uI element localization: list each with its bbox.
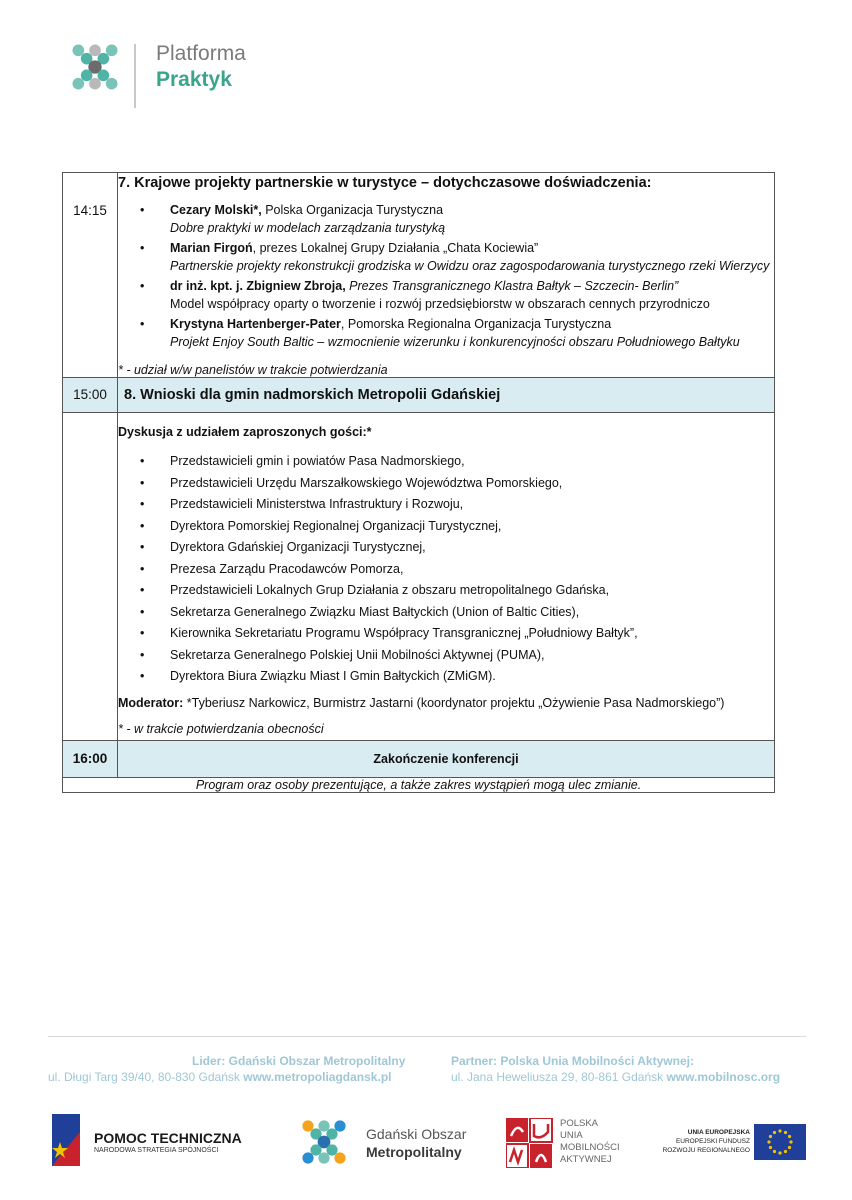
bullet-icon: • — [140, 604, 145, 619]
session7-row — [63, 173, 775, 378]
session8-body-row — [63, 413, 775, 741]
bullet-icon: • — [140, 626, 145, 640]
brand-line2: Praktyk — [156, 68, 232, 91]
guest-item — [118, 451, 774, 473]
puma-logo — [506, 1118, 636, 1172]
header-divider — [134, 44, 136, 108]
guest-item — [118, 559, 774, 581]
speaker-role: , Pomorska Regionalna Organizacja Turystyczna — [340, 317, 612, 331]
pt-title: POMOC TECHNICZNA — [94, 1130, 242, 1146]
cross-dots-logo-icon — [70, 42, 120, 92]
guest-item — [118, 516, 774, 538]
bullet-icon: • — [140, 561, 145, 576]
speaker-name: Cezary Molski*, — [170, 203, 262, 217]
moderator-line — [118, 696, 774, 710]
guest-item — [118, 602, 774, 624]
puma-line: POLSKA — [560, 1118, 599, 1129]
speaker-item — [118, 201, 774, 237]
closing-time: 16:00 — [63, 740, 118, 777]
cross-dots-logo-icon — [300, 1118, 348, 1166]
bullet-icon: • — [140, 279, 145, 293]
puma-line: UNIA — [560, 1130, 583, 1141]
session8-time: 15:00 — [63, 378, 118, 413]
guest-item — [118, 494, 774, 516]
guest-text: Dyrektora Pomorskiej Regionalnej Organizacji Turystycznej, — [170, 518, 502, 533]
speaker-name: Marian Firgoń — [170, 241, 253, 255]
speaker-item — [118, 277, 774, 313]
speaker-role: , prezes Lokalnej Grupy Działania „Chata Kociewia” — [252, 241, 539, 255]
eu-line: ROZWOJU REGIONALNEGO — [662, 1147, 750, 1154]
flag-star-icon — [48, 1112, 84, 1168]
guest-item — [118, 645, 774, 667]
bullet-icon: • — [140, 583, 145, 597]
speaker-topic: Partnerskie projekty rekonstrukcji grodziska w Owidzu oraz zagospodarowania turystycznego rzeki Wierzycy — [170, 259, 770, 273]
eu-star-icon — [773, 1150, 776, 1153]
closing-title: Zakończenie konferencji — [118, 740, 775, 777]
pomoc-techniczna-logo — [48, 1112, 248, 1172]
bullet-icon: • — [140, 669, 145, 683]
guest-text: Dyrektora Biura Związku Miast I Gmin Bałtyckich (ZMiGM). — [170, 669, 496, 683]
bullet-icon: • — [140, 203, 145, 217]
eu-star-icon — [784, 1131, 787, 1134]
guest-text: Sekretarza Generalnego Związku Miast Bałtyckich (Union of Baltic Cities), — [170, 604, 580, 619]
speaker-topic: Dobre praktyki w modelach zarządzania turystyką — [170, 221, 446, 235]
speaker-name: dr inż. kpt. j. Zbigniew Zbroja, — [170, 279, 346, 293]
puma-line: AKTYWNEJ — [560, 1154, 612, 1165]
speaker-topic: Projekt Enjoy South Baltic – wzmocnienie wizerunku i konkurencyjności obszaru Południowego Bałtyku — [170, 335, 740, 349]
puma-line: MOBILNOŚCI — [560, 1142, 620, 1153]
eu-star-icon — [778, 1151, 781, 1154]
session8-note: * - w trakcie potwierdzania obecności — [118, 721, 324, 736]
eu-flag-icon — [754, 1124, 806, 1160]
guest-text: Przedstawicieli Lokalnych Grup Działania z obszaru metropolitalnego Gdańska, — [170, 583, 610, 597]
bullet-icon: • — [140, 518, 145, 533]
speaker-list — [118, 201, 774, 351]
guest-list — [118, 451, 774, 688]
eu-line: UNIA EUROPEJSKA — [687, 1129, 750, 1136]
eu-star-icon — [769, 1135, 772, 1138]
session7-note: * - udział w/w panelistów w trakcie potwierdzania — [118, 363, 388, 377]
eu-star-icon — [778, 1129, 781, 1132]
session8-title: 8. Wnioski dla gmin nadmorskich Metropolii Gdańskiej — [124, 387, 501, 403]
bullet-icon: • — [140, 540, 145, 554]
guest-text: Kierownika Sekretariatu Programu Współpracy Transgranicznej „Południowy Bałtyk”, — [170, 626, 638, 640]
puma-mark-icon — [506, 1118, 554, 1168]
gom-line1: Gdański Obszar — [366, 1126, 467, 1142]
footer-partner: Partner: Polska Unia Mobilności Aktywnej: — [451, 1054, 694, 1068]
guest-item — [118, 666, 774, 688]
speaker-role: Polska Organizacja Turystyczna — [261, 203, 444, 217]
bullet-icon: • — [140, 317, 145, 331]
speaker-role: Prezes Transgranicznego Klastra Bałtyk – Szczecin- Berlin” — [345, 279, 679, 293]
eu-star-icon — [767, 1140, 770, 1143]
eu-star-icon — [773, 1131, 776, 1134]
speaker-item — [118, 239, 774, 275]
bullet-icon: • — [140, 497, 145, 511]
brand-line1: Platforma — [156, 42, 246, 65]
session7-title: 7. Krajowe projekty partnerskie w turystyce – dotychczasowe doświadczenia: — [118, 175, 652, 191]
puma-text — [560, 1118, 620, 1166]
guest-text: Sekretarza Generalnego Polskiej Unii Mobilności Aktywnej (PUMA), — [170, 647, 545, 662]
closing-row — [63, 740, 775, 777]
bullet-icon: • — [140, 454, 145, 468]
eu-star-icon — [769, 1146, 772, 1149]
moderator-label: Moderator: — [118, 695, 184, 710]
bullet-icon: • — [140, 475, 145, 490]
gom-line2: Metropolitalny — [366, 1144, 462, 1160]
eu-star-icon — [788, 1135, 791, 1138]
guest-text: Przedstawicieli Urzędu Marszałkowskiego Województwa Pomorskiego, — [170, 475, 563, 490]
guest-item — [118, 537, 774, 559]
pt-subtitle: NARODOWA STRATEGIA SPÓJNOŚCI — [94, 1147, 219, 1154]
guest-item — [118, 580, 774, 602]
lider-website-link[interactable]: www.metropoliagdansk.pl — [243, 1070, 392, 1084]
guest-text: Przedstawicieli gmin i powiatów Pasa Nadmorskiego, — [170, 454, 465, 468]
footer-divider — [48, 1036, 806, 1037]
bullet-icon: • — [140, 241, 145, 255]
moderator-text: *Tyberiusz Narkowicz, Burmistrz Jastarni (koordynator projektu „Ożywienie Pasa Nadmorskiego”) — [183, 695, 725, 710]
guest-item — [118, 623, 774, 645]
disclaimer: Program oraz osoby prezentujące, a także zakres wystąpień mogą ulec zmianie. — [63, 777, 775, 792]
footer-partner-address — [451, 1070, 780, 1084]
speaker-topic: Model współpracy oparty o tworzenie i rozwój przedsiębiorstw w obszarach cennych przyrodniczo — [170, 297, 710, 311]
session8-header-row — [63, 378, 775, 413]
gom-logo — [300, 1118, 480, 1168]
footer-lider-address — [48, 1070, 391, 1084]
guest-item — [118, 473, 774, 495]
eu-logo — [654, 1124, 806, 1164]
eu-text — [654, 1128, 750, 1155]
partner-address-text: ul. Jana Heweliusza 29, 80-861 Gdańsk — [451, 1070, 667, 1084]
disclaimer-row — [63, 777, 775, 792]
partner-website-link[interactable]: www.mobilnosc.org — [666, 1070, 781, 1084]
footer-lider: Lider: Gdański Obszar Metropolitalny — [192, 1054, 406, 1068]
guest-text: Dyrektora Gdańskiej Organizacji Turystycznej, — [170, 540, 426, 554]
eu-line: EUROPEJSKI FUNDUSZ — [675, 1138, 750, 1145]
session7-time: 14:15 — [63, 173, 118, 378]
lider-address-text: ul. Długi Targ 39/40, 80-830 Gdańsk — [48, 1070, 244, 1084]
eu-star-icon — [789, 1140, 792, 1143]
bullet-icon: • — [140, 647, 145, 662]
eu-star-icon — [784, 1150, 787, 1153]
speaker-item — [118, 315, 774, 351]
speaker-name: Krystyna Hartenberger-Pater — [170, 317, 341, 331]
discussion-label: Dyskusja z udziałem zaproszonych gości:* — [118, 425, 372, 439]
guest-text: Prezesa Zarządu Pracodawców Pomorza, — [170, 561, 404, 576]
eu-star-icon — [788, 1146, 791, 1149]
guest-text: Przedstawicieli Ministerstwa Infrastruktury i Rozwoju, — [170, 497, 464, 511]
program-table — [62, 172, 775, 793]
